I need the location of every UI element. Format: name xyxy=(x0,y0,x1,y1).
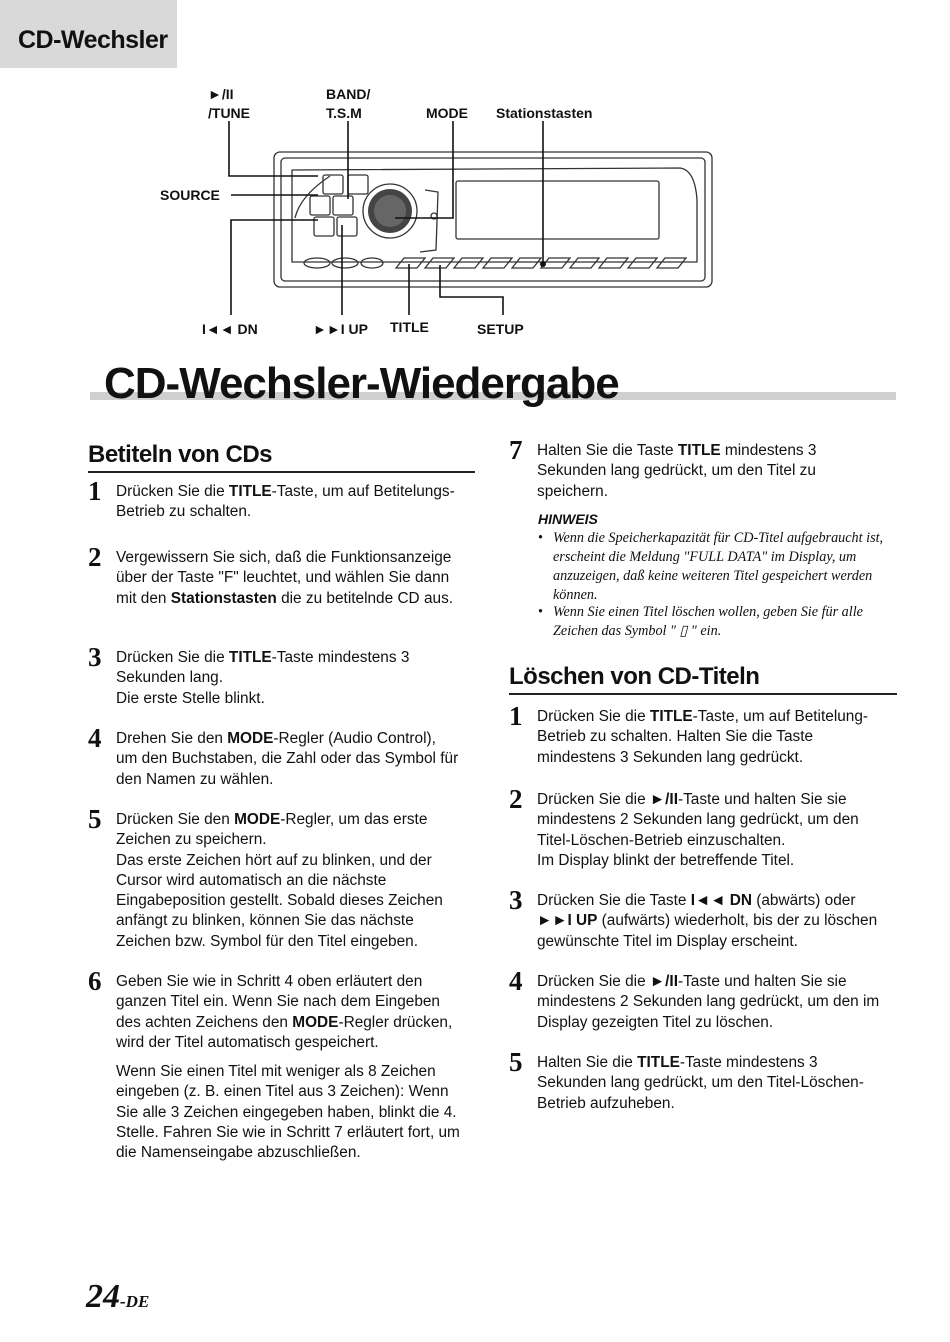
device-button xyxy=(570,258,599,268)
device-button xyxy=(337,217,357,236)
step-number: 6 xyxy=(88,966,102,996)
device-button xyxy=(323,175,343,194)
dn-label: I◄◄ DN xyxy=(202,321,258,337)
step-text: Halten Sie die Taste TITLE mindestens 3 Sekunden lang gedrückt, um den Titel zu speichern. xyxy=(537,442,817,500)
device-button xyxy=(361,258,383,268)
key-term: TITLE xyxy=(637,1054,680,1071)
section-rule xyxy=(88,471,475,473)
device-button xyxy=(599,258,628,268)
header-tab-label: CD-Wechsler xyxy=(18,26,168,54)
device-button xyxy=(348,175,368,194)
device-button xyxy=(454,258,483,268)
key-term: I◄◄ DN xyxy=(690,892,752,909)
key-term: TITLE xyxy=(228,483,272,500)
section-heading-loeschen: Löschen von CD-Titeln xyxy=(509,663,760,690)
mode-label: MODE xyxy=(426,105,468,121)
note-item: • Wenn die Speicherkapazität für CD-Titel aufgebraucht ist, erscheint die Meldung "FULL DATA" im Display, um anzuzeigen, daß keine weiteren Titel gespeichert werden können. xyxy=(538,529,898,605)
step-number: 7 xyxy=(509,435,523,465)
device-diagram xyxy=(0,0,950,345)
source-label: SOURCE xyxy=(160,187,220,203)
key-term: TITLE xyxy=(228,649,272,666)
step-number: 1 xyxy=(509,701,523,731)
key-term: TITLE xyxy=(649,708,693,725)
step-text: Drücken Sie die ►/II-Taste und halten Sie sie mindestens 2 Sekunden lang gedrückt, um den im Display gezeigten Titel zu löschen. xyxy=(537,973,880,1031)
page-number: 24-DE xyxy=(86,1278,150,1315)
section-rule xyxy=(509,693,897,695)
up-label: ►►I UP xyxy=(313,321,368,337)
key-term: MODE xyxy=(234,811,281,828)
note-item: • Wenn Sie einen Titel löschen wollen, geben Sie für alle Zeichen das Symbol " ▯ " ein. xyxy=(538,603,898,641)
key-term: ►/II xyxy=(649,973,678,990)
device-button xyxy=(628,258,657,268)
step-number: 1 xyxy=(88,476,102,506)
step-number: 3 xyxy=(509,885,523,915)
device-button xyxy=(333,196,353,215)
key-term: MODE xyxy=(292,1013,339,1031)
step-text: Vergewissern Sie sich, daß die Funktionsanzeige über der Taste "F" leuchtet, und wählen Sie dann mit den Stationstasten die zu betitelnde CD aus. xyxy=(116,549,454,607)
device-display xyxy=(456,181,659,239)
play-pause-label: ►/II /TUNE xyxy=(208,86,250,121)
note-text: Wenn Sie einen Titel löschen wollen, geben Sie für alle Zeichen das Symbol " ▯ " ein. xyxy=(553,604,863,639)
section-heading-betiteln: Betiteln von CDs xyxy=(88,441,273,468)
step-number: 3 xyxy=(88,642,102,672)
key-term: MODE xyxy=(227,730,274,747)
step-number: 5 xyxy=(509,1047,523,1077)
note-heading: HINWEIS xyxy=(538,511,598,527)
device-button xyxy=(512,258,541,268)
setup-label: SETUP xyxy=(477,321,524,337)
step-text: Drücken Sie die TITLE-Taste, um auf Betitelungs-Betrieb zu schalten. xyxy=(116,483,455,521)
device-side-panel xyxy=(420,190,438,252)
title-label: TITLE xyxy=(390,319,429,335)
step-text: Drücken Sie die Taste I◄◄ DN (abwärts) oder ►►I UP (aufwärts) wiederholt, bis der zu löschen gewünschte Titel im Display erscheint. xyxy=(537,892,878,950)
key-term: Stationstasten xyxy=(170,589,277,607)
step-number: 2 xyxy=(509,784,523,814)
step-number: 2 xyxy=(88,542,102,572)
device-button xyxy=(483,258,512,268)
page-title: CD-Wechsler-Wiedergabe xyxy=(104,359,619,408)
key-term: ►/II xyxy=(649,791,678,808)
device-outer-frame xyxy=(274,152,712,287)
device-button xyxy=(304,258,330,268)
step-number: 4 xyxy=(509,966,523,996)
step-text: Drehen Sie den MODE-Regler (Audio Control), um den Buchstaben, die Zahl oder das Symbol für den Namen zu wählen. xyxy=(116,730,459,788)
step-number: 4 xyxy=(88,723,102,753)
step-text: Drücken Sie den MODE-Regler, um das erste Zeichen zu speichern. Das erste Zeichen hört auf zu blinken, und der Cursor wird automatisch an die nächste Eingabeposition gestellt. Sobald dieses Zeichen anfängt zu blinken, können Sie das nächste Zeichen bzw. Symbol für den Titel eingeben. xyxy=(116,811,443,950)
key-term: TITLE xyxy=(677,442,721,459)
device-button xyxy=(396,258,425,268)
device-button xyxy=(310,196,330,215)
station-keys-label: Stationstasten xyxy=(496,105,593,121)
step-text: Drücken Sie die TITLE-Taste mindestens 3 Sekunden lang. Die erste Stelle blinkt. xyxy=(116,649,410,707)
step-text: Geben Sie wie in Schritt 4 oben erläutert den ganzen Titel ein. Wenn Sie nach dem Eingeben des achten Zeichens den MODE-Regler drücken, wird der Titel automatisch gespeichert. Wenn Sie einen Titel mit weniger als 8 Zeichen eingeben (z. B. einen Titel aus 3 Zeichen): Wenn Sie alle 3 Zeichen eingegeben haben, blinkt die 4. Stelle. Fahren Sie wie in Schritt 7 erläutert fort, um die Namenseingabe abzuschließen. xyxy=(116,973,460,1162)
device-button xyxy=(332,258,358,268)
step-text: Halten Sie die TITLE-Taste mindestens 3 Sekunden lang gedrückt, um den Titel-Löschen-Betrieb aufzuheben. xyxy=(537,1054,864,1112)
step-text: Drücken Sie die TITLE-Taste, um auf Betitelung-Betrieb zu schalten. Halten Sie die Taste mindestens 3 Sekunden lang gedrückt. xyxy=(537,708,869,766)
band-tsm-label: BAND/ T.S.M xyxy=(326,86,371,121)
key-term: ►►I UP xyxy=(537,912,598,930)
note-text: Wenn die Speicherkapazität für CD-Titel aufgebraucht ist, erscheint die Meldung "FULL DATA" im Display, um anzuzeigen, daß keine weiteren Titel gespeichert werden können. xyxy=(553,530,884,603)
step-text: Drücken Sie die ►/II-Taste und halten Sie sie mindestens 2 Sekunden lang gedrückt, um den Titel-Löschen-Betrieb einzuschalten. Im Display blinkt der betreffende Titel. xyxy=(537,791,859,869)
device-button xyxy=(657,258,686,268)
step-number: 5 xyxy=(88,804,102,834)
